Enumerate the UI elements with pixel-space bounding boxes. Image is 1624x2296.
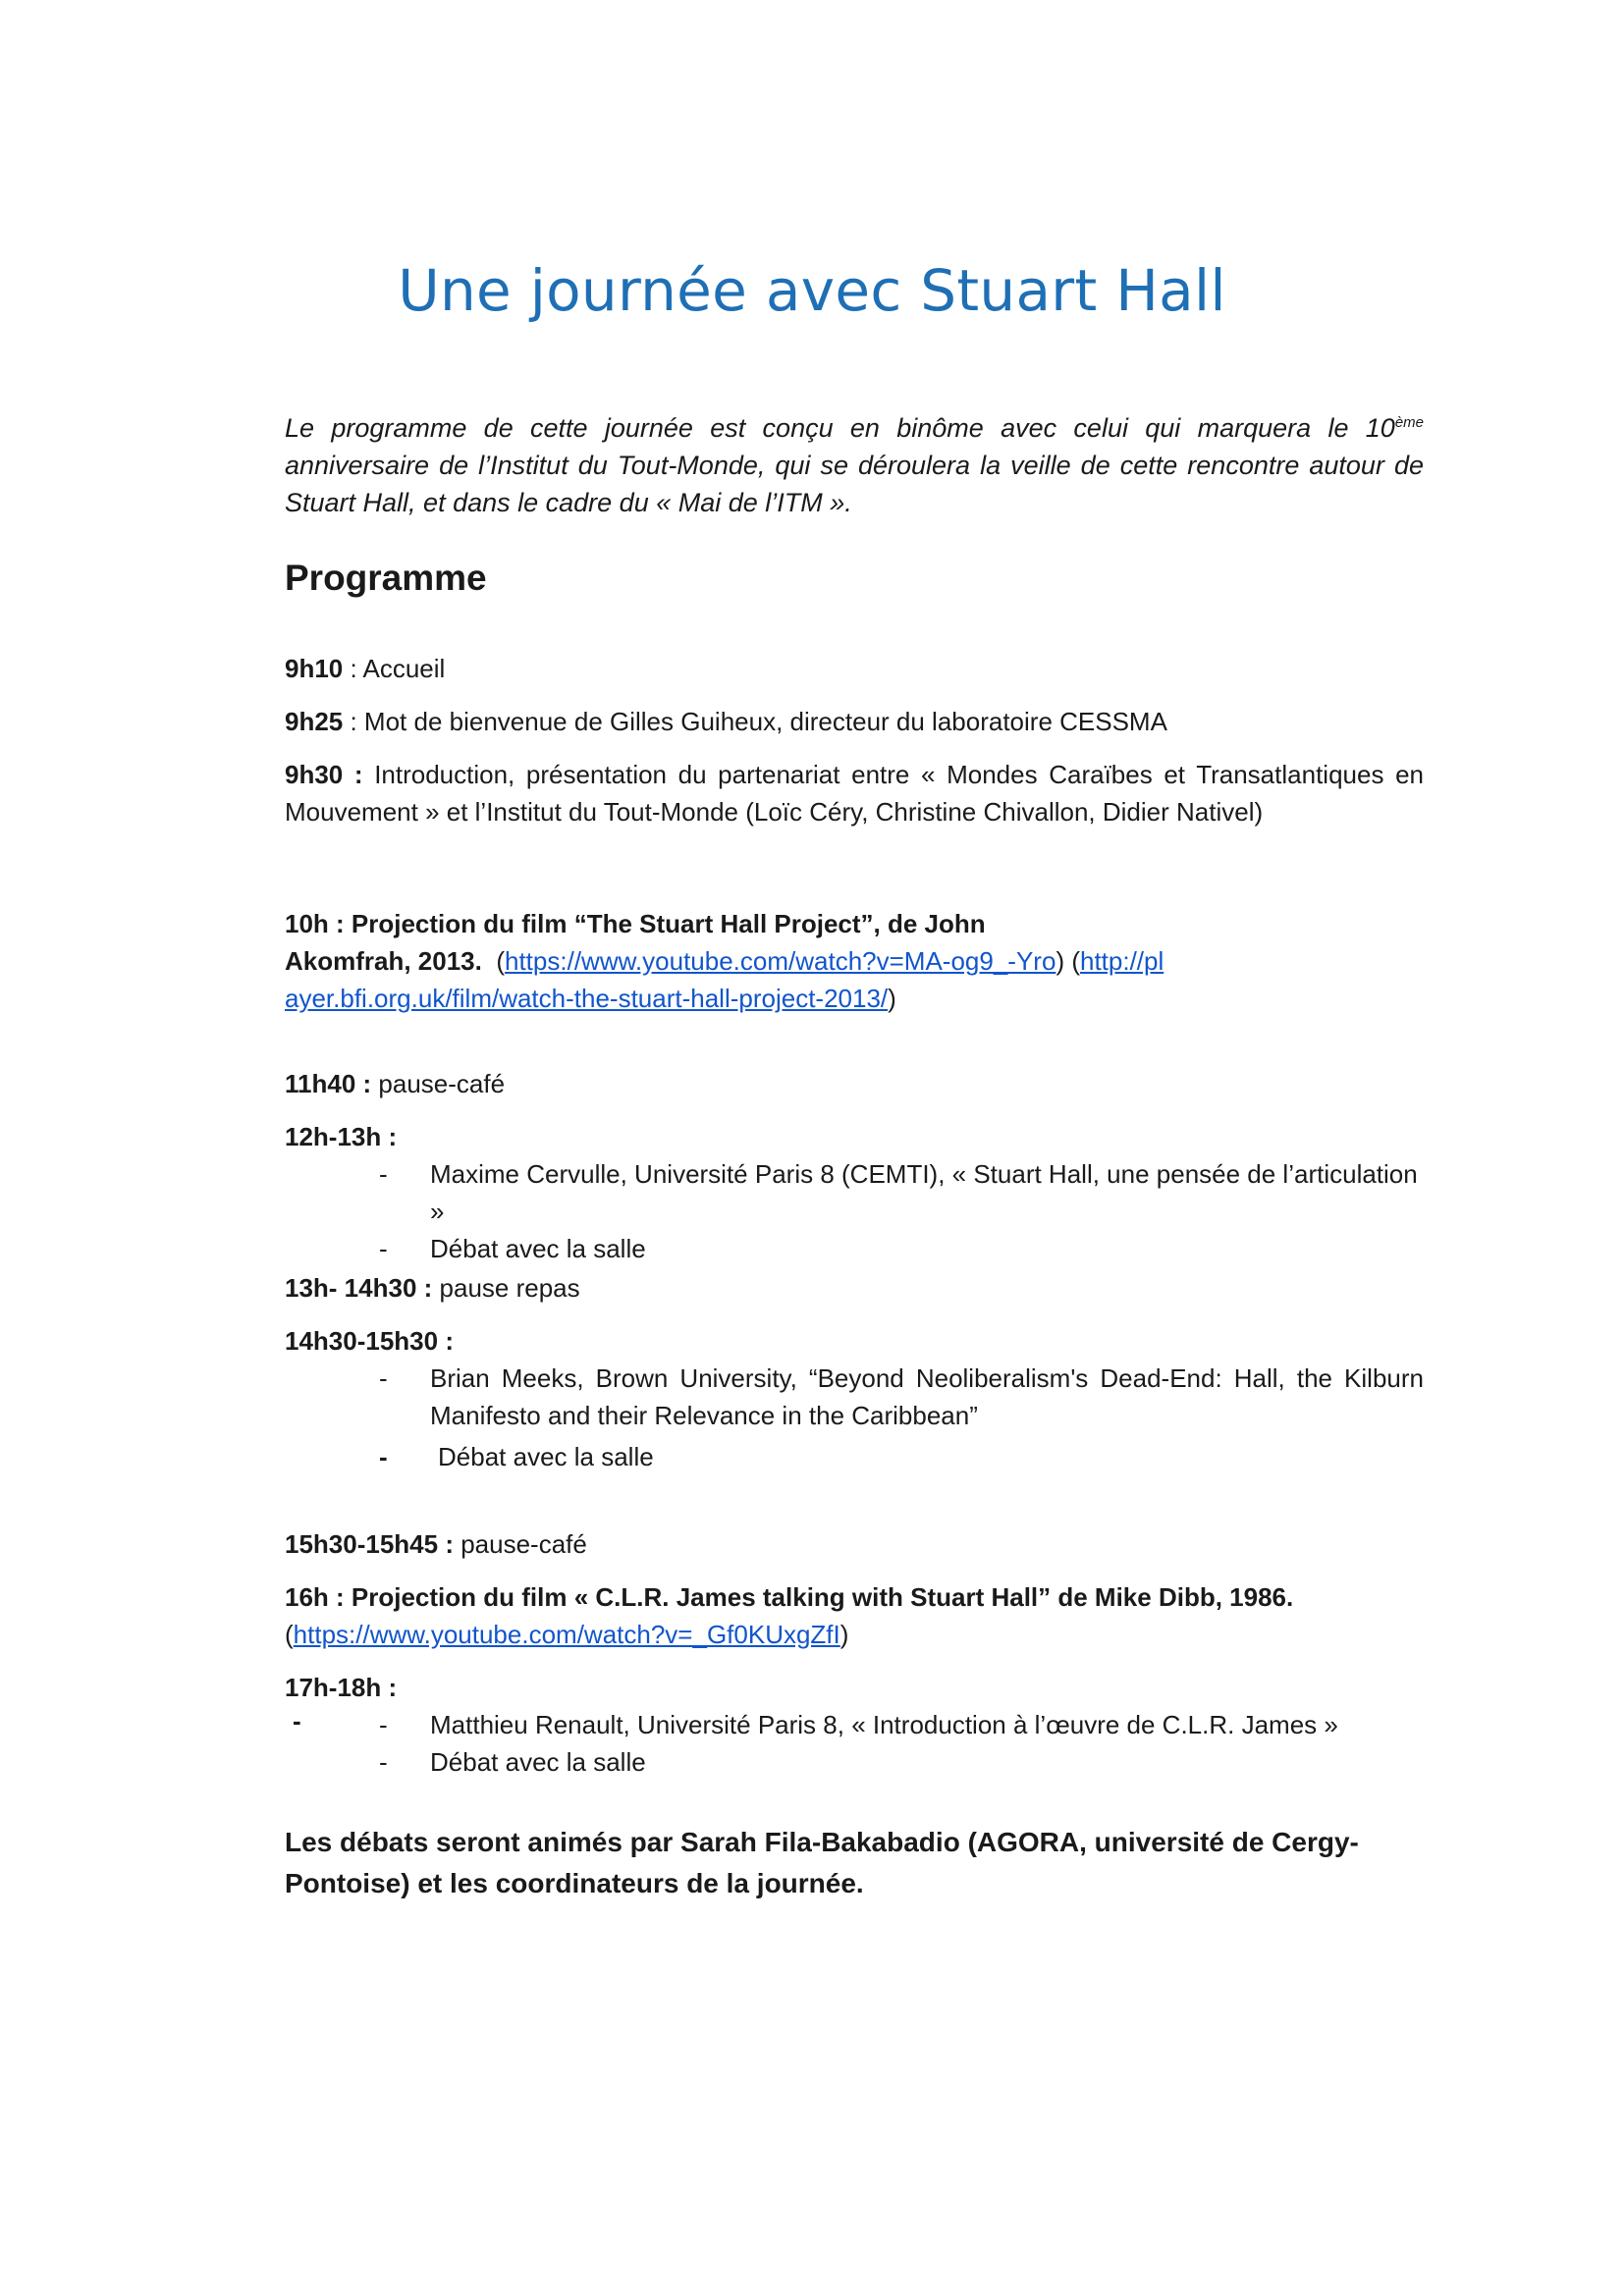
item-time: 14h30-15h30 : [285, 1326, 454, 1356]
item-time: 11h40 : [285, 1069, 372, 1098]
list-item [285, 1230, 1424, 1267]
item-time: 9h30 : [285, 760, 363, 789]
dash: - [379, 1710, 388, 1739]
session-1-time [285, 1118, 1424, 1155]
dash: - [379, 1363, 388, 1393]
film-projection-2 [285, 1578, 1424, 1653]
film1-title-line2: Akomfrah, 2013. [285, 946, 482, 976]
session-3-time [285, 1669, 1424, 1706]
intro-text-start: Le programme de cette journée est conçu en binôme avec celui qui marquera le 10 [285, 413, 1395, 443]
item-time: 12h-13h : [285, 1122, 398, 1151]
film2-title: 16h : Projection du film « C.L.R. James talking with Stuart Hall” de Mike Dibb, 1986. [285, 1582, 1294, 1612]
list-item-text: Matthieu Renault, Université Paris 8, « Introduction à l’œuvre de C.L.R. James » [430, 1710, 1338, 1739]
item-text: : Mot de bienvenue de Gilles Guiheux, directeur du laboratoire CESSMA [343, 707, 1167, 736]
film1-title-line1: 10h : Projection du film “The Stuart Hall Project”, de John [285, 909, 986, 938]
paren: ( [285, 1620, 294, 1649]
list-item-text: Débat avec la salle [438, 1442, 654, 1471]
programme-item-bienvenue [285, 703, 1424, 740]
intro-text-end: anniversaire de l’Institut du Tout-Monde, qui se déroulera la veille de cette rencontre autour de Stuart Hall, et dans le cadre du « Mai de l’ITM ». [285, 451, 1424, 517]
item-time: 17h-18h : [285, 1673, 398, 1702]
item-text: pause-café [453, 1529, 587, 1559]
list-item [285, 1706, 1424, 1743]
dash: - [379, 1234, 388, 1263]
pause-repas [285, 1269, 1424, 1307]
dash: - [379, 1442, 388, 1471]
item-text: pause repas [432, 1273, 580, 1303]
dash: - [379, 1747, 388, 1777]
pause-cafe-2 [285, 1525, 1424, 1563]
paren: ) [839, 1620, 849, 1649]
item-text: Introduction, présentation du partenariat entre « Mondes Caraïbes et Transatlantiques en Mouvement » et l’Institut du Tout-Monde (Loïc Céry, Christine Chivallon, Didier Nativel) [285, 760, 1424, 827]
list-item [285, 1743, 1424, 1781]
pause-cafe-1 [285, 1065, 1424, 1102]
session-3-list [285, 1706, 1424, 1781]
film1-bfi-link[interactable]: http://player.bfi.org.uk/film/watch-the-stuart-hall-project-2013/ [285, 946, 1164, 1013]
list-item-text: Débat avec la salle [430, 1234, 646, 1263]
paren: ) [888, 984, 896, 1013]
programme-heading: Programme [285, 558, 487, 598]
item-time: 13h- 14h30 : [285, 1273, 433, 1303]
paren: ) ( [1056, 946, 1080, 976]
session-1-list [285, 1155, 1424, 1267]
film1-youtube-link[interactable]: https://www.youtube.com/watch?v=MA-og9_-Yro [505, 946, 1056, 976]
session-2-list [285, 1360, 1424, 1475]
list-item-text: Débat avec la salle [430, 1747, 646, 1777]
item-time: 9h10 [285, 654, 344, 683]
list-item [285, 1360, 1424, 1434]
intro-superscript: ème [1394, 414, 1424, 431]
closing-statement: Les débats seront animés par Sarah Fila-Bakabadio (AGORA, université de Cergy-Pontoise) et les coordinateurs de la journée. [285, 1827, 1359, 1898]
item-time: 15h30-15h45 : [285, 1529, 454, 1559]
programme-item-introduction [285, 756, 1424, 830]
paren: ( [496, 946, 505, 976]
dash: - [379, 1159, 388, 1189]
session-2-time [285, 1322, 1424, 1360]
item-text: pause-café [371, 1069, 506, 1098]
list-item-text: Maxime Cervulle, Université Paris 8 (CEMTI), « Stuart Hall, une pensée de l’articulation » [430, 1159, 1418, 1226]
film2-youtube-link[interactable]: https://www.youtube.com/watch?v=_Gf0KUxgZfI [293, 1620, 840, 1649]
list-item [285, 1155, 1424, 1230]
item-time: 9h25 [285, 707, 344, 736]
item-text: : Accueil [343, 654, 446, 683]
document-title: Une journée avec Stuart Hall [398, 257, 1226, 324]
programme-item-accueil [285, 650, 1424, 687]
list-item-text: Brian Meeks, Brown University, “Beyond Neoliberalism's Dead-End: Hall, the Kilburn Manifesto and their Relevance in the Caribbean” [430, 1363, 1424, 1430]
outer-dash: - [293, 1706, 301, 1735]
film-projection-1 [285, 905, 1168, 1017]
list-item [285, 1438, 1424, 1475]
intro-paragraph [285, 404, 1424, 521]
